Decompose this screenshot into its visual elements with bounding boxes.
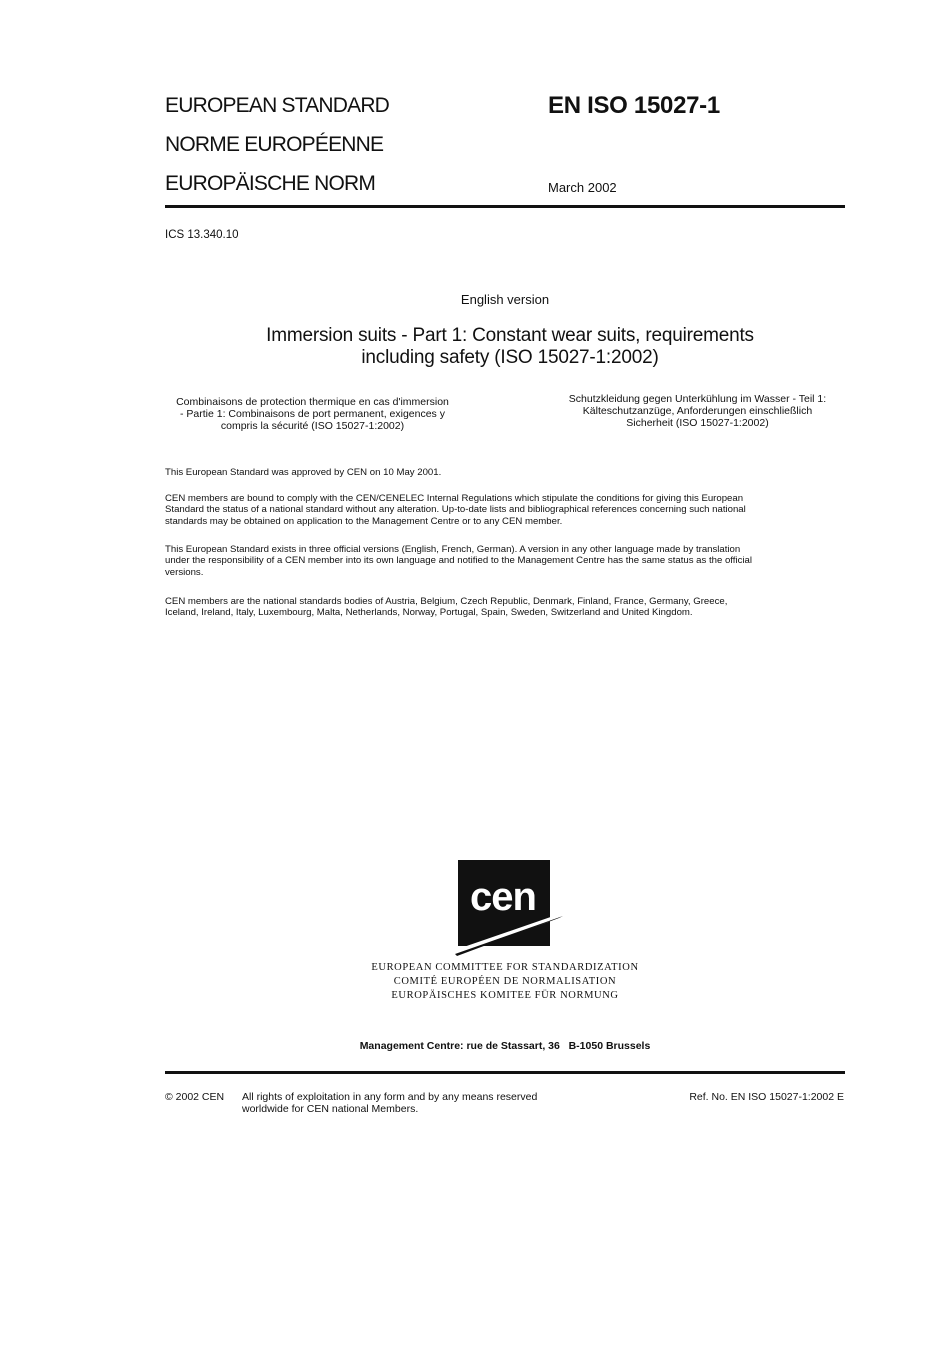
copyright: © 2002 CEN	[165, 1091, 225, 1103]
approval-statement: This European Standard was approved by CEN on 10 May 2001.	[165, 467, 442, 478]
paragraph-line: Iceland, Ireland, Italy, Luxembourg, Malta, Netherlands, Norway, Portugal, Spain, Sweden, Switzerland and United Kingdom.	[165, 607, 693, 619]
paragraph-line: versions.	[165, 566, 204, 578]
paragraph-compliance	[165, 493, 855, 527]
committee-names	[300, 961, 710, 1003]
french-title-line-3: compris la sécurité (ISO 15027-1:2002)	[220, 420, 405, 432]
german-title-line-2: Kälteschutzanzüge, Anforderungen einschließlich	[582, 405, 813, 417]
committee-name-en: EUROPEAN COMMITTEE FOR STANDARDIZATION	[371, 962, 639, 973]
paragraph-line: under the responsibility of a CEN member into its own language and notified to the Management Centre has the same status as the official	[165, 555, 752, 567]
title-german: EUROPÄISCHE NORM	[165, 172, 376, 195]
logo-text: cen	[470, 875, 536, 919]
german-title	[545, 393, 850, 429]
header-divider	[165, 205, 845, 208]
cen-logo	[455, 860, 565, 960]
paragraph-members	[165, 596, 855, 619]
french-title	[160, 396, 465, 432]
french-title-line-2: - Partie 1: Combinaisons de port permanent, exigences y	[180, 408, 445, 420]
french-title-line-1: Combinaisons de protection thermique en cas d'immersion	[176, 396, 449, 408]
paragraph-versions	[165, 544, 855, 578]
committee-name-fr: COMITÉ EUROPÉEN DE NORMALISATION	[393, 976, 617, 987]
title-french: NORME EUROPÉENNE	[165, 133, 384, 156]
german-title-line-1: Schutzkleidung gegen Unterkühlung im Wasser - Teil 1:	[568, 393, 827, 405]
publication-date: March 2002	[548, 180, 617, 195]
footer-divider	[165, 1071, 845, 1074]
ics-code: ICS 13.340.10	[165, 229, 239, 241]
paragraph-line: CEN members are the national standards bodies of Austria, Belgium, Czech Republic, Denmark, Finland, France, Germany, Greece,	[165, 596, 728, 607]
language-version: English version	[460, 292, 550, 307]
paragraph-line: This European Standard exists in three official versions (English, French, German). A version in any other language made by translation	[165, 544, 741, 555]
main-title-line-2: including safety (ISO 15027-1:2002)	[361, 347, 659, 368]
rights-line-1: All rights of exploitation in any form and by any means reserved	[242, 1091, 538, 1103]
committee-name-de: EUROPÄISCHES KOMITEE FÜR NORMUNG	[391, 990, 619, 1001]
rights-line-2: worldwide for CEN national Members.	[242, 1103, 419, 1115]
document-number: EN ISO 15027-1	[548, 92, 720, 119]
management-centre: Management Centre: rue de Stassart, 36 B-1050 Brussels	[359, 1040, 651, 1052]
main-title	[180, 325, 840, 369]
main-title-line-1: Immersion suits - Part 1: Constant wear suits, requirements	[266, 325, 754, 346]
reference-number: Ref. No. EN ISO 15027-1:2002 E	[689, 1091, 844, 1103]
german-title-line-3: Sicherheit (ISO 15027-1:2002)	[626, 417, 769, 429]
rights-statement	[242, 1091, 537, 1115]
title-english: EUROPEAN STANDARD	[165, 94, 390, 117]
paragraph-line: standards may be obtained on application to the Management Centre or to any CEN member.	[165, 515, 563, 527]
paragraph-line: CEN members are bound to comply with the CEN/CENELEC Internal Regulations which stipulate the conditions for giving this European	[165, 493, 744, 504]
paragraph-line: Standard the status of a national standard without any alteration. Up-to-date lists and bibliographical references concerning such national	[165, 504, 746, 516]
